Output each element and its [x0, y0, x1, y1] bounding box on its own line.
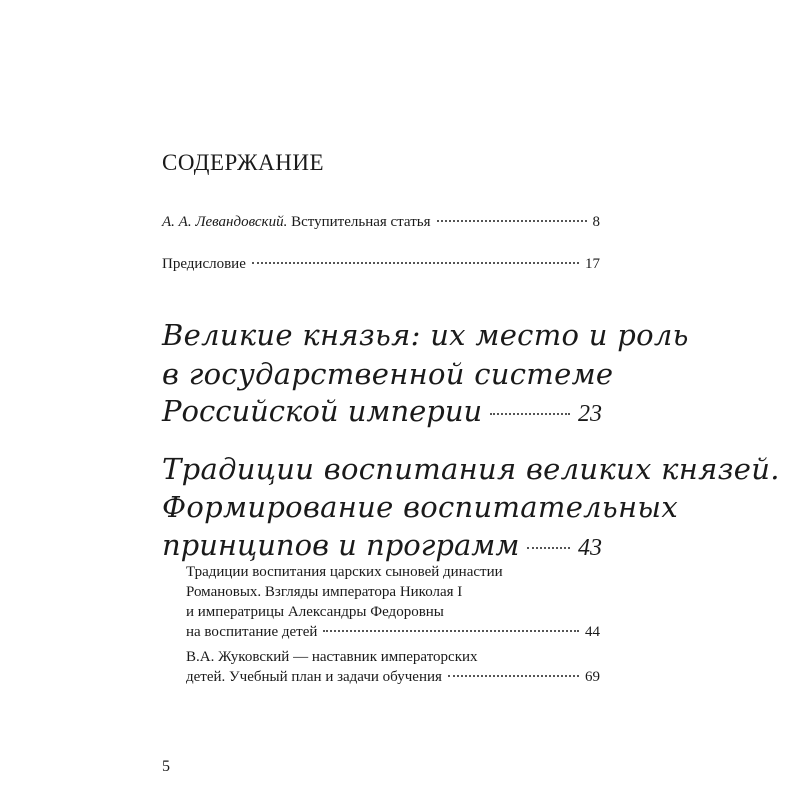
section-heading-line: Российской империи: [162, 394, 483, 428]
subentry-line: детей. Учебный план и задачи обучения: [186, 669, 442, 685]
subentry-line: на воспитание детей: [186, 624, 318, 640]
toc-entry-label: [162, 214, 431, 231]
dot-leader: [527, 547, 570, 549]
dot-leader: [437, 220, 587, 222]
toc-subentry-1[interactable]: [186, 624, 600, 641]
dot-leader: [252, 262, 579, 264]
toc-entry-intro[interactable]: [162, 214, 600, 231]
toc-entry-page: 44: [585, 624, 600, 640]
subentry-line: и императрицы Александры Федоровны: [186, 604, 444, 620]
toc-entry-page: 8: [592, 214, 600, 230]
page-number: 5: [162, 758, 170, 775]
section-heading-line: Традиции воспитания великих князей.: [162, 452, 780, 486]
toc-section-entry-2[interactable]: [162, 528, 602, 562]
page-title: СОДЕРЖАНИЕ: [162, 150, 325, 175]
toc-entry-page: 43: [578, 535, 602, 561]
toc-entry-author: А. А. Левандовский.: [162, 214, 288, 230]
toc-subentry-2[interactable]: [186, 669, 600, 686]
dot-leader: [323, 630, 579, 632]
subentry-line: В.А. Жуковский — наставник императорских: [186, 649, 478, 665]
toc-entry-page: 23: [578, 401, 602, 427]
section-heading-line: принципов и программ: [162, 528, 520, 562]
toc-entry-preface[interactable]: [162, 256, 600, 273]
section-heading-line: Формирование воспитательных: [162, 490, 678, 524]
toc-entry-page: 17: [585, 256, 600, 272]
toc-entry-title: Вступительная статья: [291, 214, 431, 230]
dot-leader: [490, 413, 570, 415]
subentry-line: Романовых. Взгляды императора Николая I: [186, 584, 463, 600]
dot-leader: [448, 675, 579, 677]
section-heading-line: в государственной системе: [162, 357, 614, 391]
toc-entry-title: Предисловие: [162, 256, 246, 272]
toc-entry-page: 69: [585, 669, 600, 685]
toc-section-entry-1[interactable]: [162, 394, 602, 428]
subentry-line: Традиции воспитания царских сыновей династии: [186, 564, 503, 580]
section-heading-line: Великие князья: их место и роль: [162, 318, 689, 352]
